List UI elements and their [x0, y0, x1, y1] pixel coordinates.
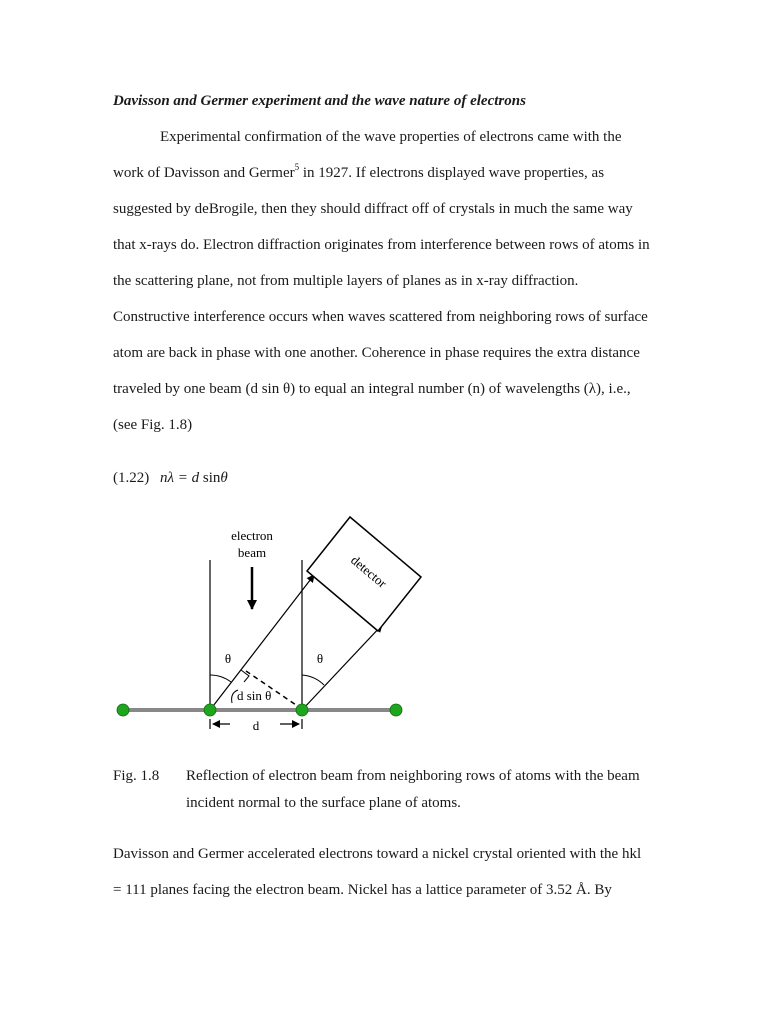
- diffraction-diagram: [100, 505, 430, 740]
- paragraph-line: the scattering plane, not from multiple layers of planes as in x-ray diffraction.: [113, 273, 579, 289]
- theta-left-label: θ: [224, 651, 232, 666]
- equation: [160, 470, 228, 487]
- d-label: d: [252, 718, 260, 733]
- text-span: in 1927. If electrons displayed wave properties, as: [299, 165, 605, 181]
- paragraph-line: = 111 planes facing the electron beam. Nickel has a lattice parameter of 3.52 Å. By: [113, 882, 612, 898]
- atom: [390, 704, 402, 716]
- equation-func: sin: [199, 470, 221, 486]
- paragraph-line: suggested by deBrogile, then they should diffract off of crystals in much the same way: [113, 201, 633, 217]
- angle-arc-left: [210, 675, 231, 682]
- theta-right-label: θ: [316, 651, 324, 666]
- paragraph-line: atom are back in phase with one another. Coherence in phase requires the extra distance: [113, 345, 640, 361]
- figure-label: Fig. 1.8: [113, 768, 160, 784]
- paragraph-line: that x-rays do. Electron diffraction originates from interference between rows of atoms in: [113, 237, 650, 253]
- figure-caption-line: Reflection of electron beam from neighboring rows of atoms with the beam: [186, 768, 640, 784]
- dsin-label: d sin θ: [237, 688, 272, 703]
- paragraph-line: [113, 162, 605, 182]
- text-span: work of Davisson and Germer: [113, 165, 295, 181]
- atom: [204, 704, 216, 716]
- citation-superscript: 5: [294, 162, 300, 172]
- atom: [117, 704, 129, 716]
- paragraph-line: traveled by one beam (d sin θ) to equal an integral number (n) of wavelengths (λ), i.e.,: [113, 381, 631, 397]
- paragraph-line: Constructive interference occurs when waves scattered from neighboring rows of surface: [113, 309, 648, 325]
- electron-label: electron: [231, 528, 273, 543]
- paragraph-line: (see Fig. 1.8): [113, 417, 193, 433]
- diffracted-beam-right: [302, 625, 382, 710]
- angle-arc-right: [302, 675, 324, 685]
- detector-label: detector: [348, 552, 390, 591]
- detector-box: [307, 517, 421, 631]
- equation-rhs: θ: [220, 470, 228, 486]
- figure-caption-line: incident normal to the surface plane of atoms.: [186, 795, 461, 811]
- beam-label: beam: [237, 545, 267, 560]
- paragraph-line: Davisson and Germer accelerated electrons toward a nickel crystal oriented with the hkl: [113, 846, 642, 862]
- equation-lhs: nλ = d: [160, 470, 200, 486]
- equation-number: (1.22): [113, 470, 150, 486]
- atom: [296, 704, 308, 716]
- paragraph-line: Experimental confirmation of the wave properties of electrons came with the: [160, 129, 622, 145]
- section-heading: Davisson and Germer experiment and the wave nature of electrons: [113, 93, 526, 109]
